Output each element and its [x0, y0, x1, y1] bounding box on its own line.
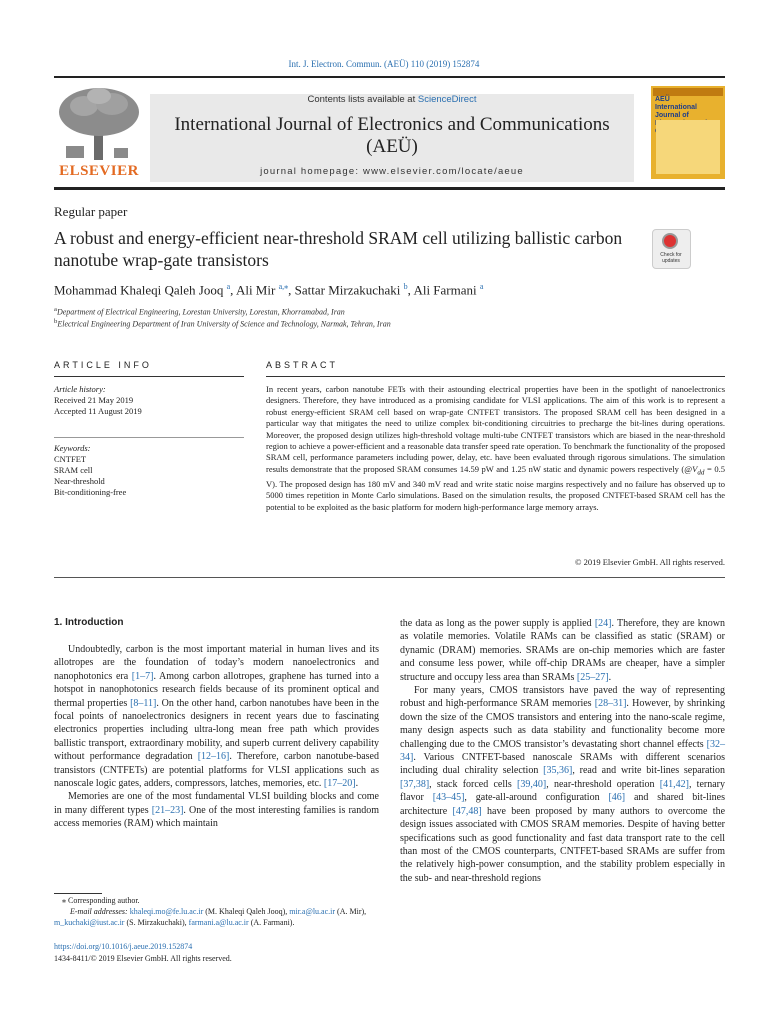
email-owner: (S. Mirzakuchaki), — [124, 917, 189, 927]
text-run: , stack forced cells — [429, 778, 518, 790]
introduction-heading: 1. Introduction — [54, 617, 124, 628]
author-name[interactable]: Mohammad Khaleqi Qaleh Jooq — [54, 282, 224, 298]
email-link[interactable]: farmani.a@lu.ac.ir — [188, 917, 249, 927]
email-owner: (A. Farmani). — [248, 917, 295, 927]
reference-link[interactable]: [41,42] — [659, 778, 689, 790]
text-run: have been proposed by many authors to overcome the design issues associated with CMOS SRAM memories. Despite of having better specifications such as good functionality and fast data transport rate to the cell than most of the CMOS counterparts, CNTFET-based SRAMs are suffer from the relatively high-power consumption, and the stability problem especially in the sub- and near-threshold regions — [400, 805, 726, 884]
author-name[interactable]: Ali Farmani — [413, 282, 477, 298]
info-divider — [54, 437, 244, 438]
email-link[interactable]: khaleqi.mo@fe.lu.ac.ir — [129, 907, 204, 916]
affiliation-a — [54, 306, 345, 317]
footnote-rule — [54, 893, 102, 894]
abstract-rule — [266, 376, 725, 377]
elsevier-wordmark: ELSEVIER — [59, 163, 139, 179]
cover-short: AEÜ — [655, 96, 670, 103]
affiliation-text: Department of Electrical Engineering, Lorestan University, Lorestan, Khorramabad, Iran — [56, 307, 345, 317]
text-run: . However, by shrinking down the size of the CMOS transistors and entering into the nano-scale regime, many design aspects such as data stability and functionality become more challenging due to the CMOS transistor’s devastating short channel effects — [400, 698, 725, 750]
affiliation-b — [54, 318, 391, 329]
journal-title: International Journal of Electronics and Communications (AEÜ) — [174, 114, 610, 157]
issn-line: 1434-8411/© 2019 Elsevier GmbH. All rights reserved. — [54, 954, 232, 963]
abstract-heading: ABSTRACT — [266, 360, 339, 370]
author-name[interactable]: Ali Mir — [235, 282, 276, 298]
text-run: . — [355, 778, 359, 790]
email-link[interactable]: mir.a@lu.ac.ir — [289, 907, 336, 916]
article-history — [54, 384, 142, 417]
text-run: . — [608, 671, 612, 683]
keyword: Near-threshold — [54, 476, 105, 486]
doi-link[interactable]: https://doi.org/10.1016/j.aeue.2019.152874 — [54, 942, 193, 951]
cover-band — [653, 88, 723, 96]
check-updates-label: Check for updates — [660, 252, 682, 264]
email-owner: (M. Khaleqi Qaleh Jooq), — [203, 907, 290, 916]
email-label: E-mail addresses: — [70, 907, 130, 916]
paragraph — [400, 617, 725, 684]
history-label: Article history: — [54, 384, 106, 394]
text-run: For many years, CMOS transistors have paved the way of representing robust and high-performance SRAM memories — [400, 685, 725, 710]
abstract-part: = 0.5 V). The proposed design has 180 mV and 340 mV read and write static noise margins respectively and no failure has observed up to 5000 times repetition in Monte Carlo simulations. Based on the simulation results, the proposed CNTFET-based SRAM cell has the potential to be exploited as the basic platform for modern high-performance large memory arrays. — [266, 463, 726, 512]
contents-prefix: Contents lists available at — [307, 94, 418, 105]
vdd-subscript: dd — [697, 468, 705, 477]
reference-link[interactable]: [24] — [594, 618, 612, 629]
author-name[interactable]: Sattar Mirzakuchaki — [294, 282, 401, 298]
keywords-label: Keywords: — [54, 443, 91, 453]
journal-homepage[interactable]: journal homepage: www.elsevier.com/locate/aeue — [260, 166, 524, 177]
email-owner: (A. Mir), — [335, 907, 367, 916]
reference-link[interactable]: [35,36] — [543, 765, 573, 777]
email-link[interactable]: m_kuchaki@iust.ac.ir — [54, 917, 125, 927]
reference-link[interactable]: [43–45] — [432, 792, 465, 804]
text-run: . One of the most interesting families is random access memories (RAM) which maintain — [54, 804, 379, 830]
check-updates-icon — [662, 233, 678, 249]
reference-link[interactable]: [46] — [608, 792, 626, 804]
text-run: , gate-all-around configuration — [464, 792, 609, 804]
author-list: Mohammad Khaleqi Qaleh Jooq $^a$, Ali Mir $^{a,⁎}$, Sattar Mirzakuchaki $^b$, Ali Farmani $^a$ — [54, 282, 484, 298]
keyword: SRAM cell — [54, 465, 93, 475]
paragraph — [54, 643, 379, 790]
author-affil-mark[interactable]: a — [479, 282, 484, 291]
text-run: . Various CNTFET-based nanoscale SRAMs with different scenarios including dual chirality selection — [400, 752, 725, 777]
reference-link[interactable]: [28–31] — [594, 698, 627, 710]
affiliation-text: Electrical Engineering Department of Iran University of Science and Technology, Narmak, Tehran, Iran — [57, 319, 391, 329]
keyword: Bit-conditioning-free — [54, 487, 127, 497]
keyword: CNTFET — [54, 454, 87, 464]
text-run: , near-threshold operation — [546, 778, 660, 790]
cover-long-title: International Journal of — [655, 104, 698, 119]
abstract-part: In recent years, carbon nanotube FETs with their astounding electrical properties have been in the spotlight of nanoelectronics designers. Therefore, they have introduced as a promising candidate for VLSI applications. The aim of this work is to represent a robust energy-efficient SRAM cell based on wrap-gate CNTFET transistors. The proposed SRAM cell has been designed in a particular way that mitigates the need to utilize complex bit-conditioning circuitries to precharge the bit-lines during operations. Moreover, the proposed design utilizes high-threshold voltage multi-tube CNTFET transistors which are biased in the near-threshold region to achieve a power-efficient and a reasonable data transfer speed rate operation. To benchmark the functionality of the proposed SRAM cell, performance parameters including power, delay, etc. have been evaluated through rigorous simulations. The simulation results demonstrate that the proposed SRAM consumes 14.59 pW and 1.25 nW static and dynamic powers respectively (@ — [266, 384, 725, 474]
journal-citation[interactable]: Int. J. Electron. Commun. (AEÜ) 110 (2019) 152874 — [288, 59, 480, 69]
reference-link[interactable]: [32–34] — [400, 738, 725, 764]
reference-link[interactable]: [21–23] — [151, 804, 184, 816]
text-run: Undoubtedly, carbon is the most important material in human lives and its allotropes are the foundation of today’s modern nanoelectronics and nanophotonics era — [54, 644, 379, 682]
text-run: and shared bit-lines architecture — [400, 792, 725, 817]
reference-link[interactable]: [37,38] — [400, 778, 430, 790]
text-run: the data as long as the power supply is applied — [400, 618, 595, 629]
text-run: . Therefore, they are known as volatile memories. Volatile RAMs can be classified as static (SRAM) or dynamic (DRAM) memories. SRAMs are on-chip memories which are faster and consume less power, while off-chip DRAMs are cheaper, have a simpler structure and occupy less area than SRAMs — [400, 618, 725, 683]
affiliation-mark: a — [54, 306, 57, 313]
email-addresses — [54, 907, 384, 928]
author-affil-mark[interactable]: a,⁎ — [278, 282, 289, 291]
body-column-right — [400, 617, 725, 885]
paper-title: A robust and energy-efficient near-threshold SRAM cell utilizing ballistic carbon nanotube wrap-gate transistors — [54, 228, 623, 270]
cover-image — [656, 120, 720, 174]
paragraph — [54, 790, 379, 830]
body-column-left — [54, 643, 379, 831]
text-run: . Among carbon allotropes, graphene has turned into a hotspot in nanophotonics research fields because of its prominent optical and thermal properties — [54, 670, 379, 709]
text-run: . On the other hand, carbon nanotubes have been in the focal points of nanoelectronics designers in recent years due to fascinating electronics properties including ultra-long mean free path which provides ballistic transport, extraordinary mobility, and superb current delivery capability without performance degradation — [54, 697, 379, 763]
corresponding-author-note: ⁎ Corresponding author. — [62, 896, 140, 905]
header-top-rule — [54, 76, 725, 78]
text-run: . Therefore, carbon nanotube-based transistors (CNTFETs) are potential platforms for VLSI applications such as nanoscale logic gates, adders, compressors, latches, memories, etc. — [54, 751, 379, 790]
reference-link[interactable]: [8–11] — [130, 697, 157, 709]
vdd-letter: V — [692, 463, 698, 474]
reference-link[interactable]: [47,48] — [452, 805, 482, 817]
reference-link[interactable]: [1–7] — [131, 670, 154, 682]
author-affil-mark[interactable]: a — [226, 282, 231, 291]
sciencedirect-link[interactable]: ScienceDirect — [417, 94, 477, 105]
text-run: Memories are one of the most fundamental VLSI building blocks and come in many different types — [54, 791, 379, 816]
article-info-heading: ARTICLE INFO — [54, 360, 152, 370]
abstract-bottom-rule — [54, 577, 725, 578]
vdd-symbol — [692, 463, 705, 477]
text-run: , ternary flavor — [400, 778, 725, 804]
header-bottom-rule — [54, 187, 725, 190]
author-affil-mark[interactable]: b — [403, 282, 408, 291]
paragraph — [400, 684, 725, 885]
text-run: , read and write bit-lines separation — [572, 765, 726, 777]
affiliation-mark: b — [54, 318, 58, 325]
reference-link[interactable]: [17–20] — [323, 778, 356, 790]
article-info-rule — [54, 376, 244, 377]
accepted-date: Accepted 11 August 2019 — [54, 406, 142, 416]
paper-type: Regular paper — [54, 204, 128, 219]
reference-link[interactable]: [39,40] — [517, 778, 547, 790]
reference-link[interactable]: [12–16] — [197, 751, 230, 763]
received-date: Received 21 May 2019 — [54, 395, 134, 405]
abstract-text — [266, 384, 725, 513]
reference-link[interactable]: [25–27] — [576, 671, 609, 683]
keywords-block — [54, 443, 126, 498]
contents-available-line — [150, 94, 634, 105]
abstract-copyright: © 2019 Elsevier GmbH. All rights reserved. — [575, 557, 725, 567]
